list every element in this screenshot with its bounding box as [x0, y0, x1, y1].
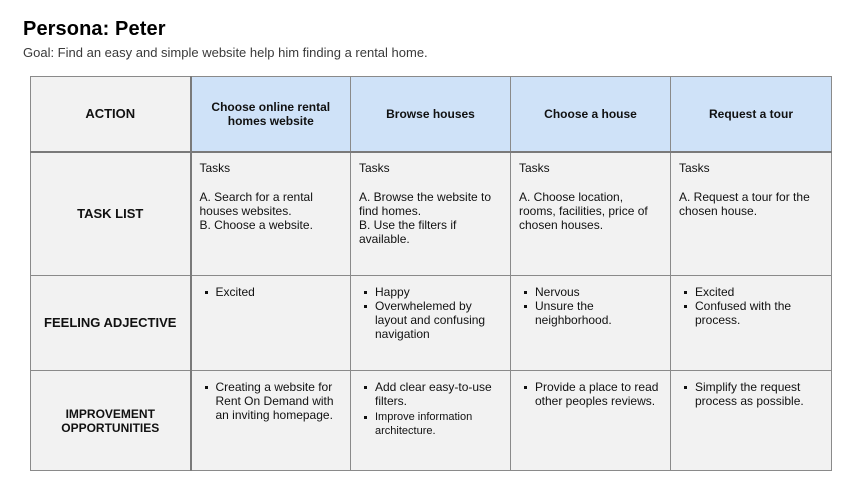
improvement-cell — [351, 371, 511, 471]
feeling-cell — [191, 276, 351, 371]
improvement-cell — [511, 371, 671, 471]
stage-header-line: Choose online rental — [211, 99, 331, 114]
stage-header: Choose a house — [511, 77, 671, 152]
feeling-item: Unsure the neighborhood. — [519, 299, 662, 327]
feeling-item: Confused with the process. — [679, 299, 823, 327]
task-item: A. Choose location, rooms, facilities, price of chosen houses. — [519, 189, 648, 232]
row-header-improvement — [31, 371, 191, 471]
feeling-list — [679, 285, 823, 327]
tasks-label: Tasks — [519, 160, 550, 175]
feeling-item: Overwhelemed by layout and confusing navigation — [359, 299, 502, 341]
feeling-item: Excited — [679, 285, 823, 299]
task-cell — [511, 152, 671, 276]
persona-title: Persona: Peter — [23, 18, 166, 40]
improvement-cell — [671, 371, 832, 471]
journey-map-table — [30, 76, 832, 471]
row-header-line: OPPORTUNITIES — [61, 420, 160, 435]
improvement-list — [679, 380, 823, 408]
persona-goal: Goal: Find an easy and simple website help him finding a rental home. — [23, 45, 428, 60]
improvement-item: Creating a website for Rent On Demand with an inviting homepage. — [200, 380, 343, 422]
task-item: A. Browse the website to find homes. — [359, 189, 492, 218]
task-item: A. Request a tour for the chosen house. — [679, 189, 810, 218]
improvement-item: Add clear easy-to-use filters. — [359, 380, 502, 408]
tasks-label: Tasks — [679, 160, 710, 175]
feeling-row — [31, 276, 832, 371]
row-header-line: IMPROVEMENT — [65, 406, 155, 421]
improvement-row — [31, 371, 832, 471]
feeling-cell — [351, 276, 511, 371]
tasks-label: Tasks — [359, 160, 390, 175]
feeling-cell — [511, 276, 671, 371]
task-item: B. Use the filters if available. — [359, 217, 457, 246]
row-header-task-list: TASK LIST — [31, 152, 191, 276]
improvement-item: Simplify the request process as possible. — [679, 380, 823, 408]
action-row — [31, 77, 832, 152]
stage-header: Browse houses — [351, 77, 511, 152]
stage-header: Request a tour — [671, 77, 832, 152]
feeling-item: Excited — [200, 285, 343, 299]
feeling-list — [359, 285, 502, 341]
stage-header — [191, 77, 351, 152]
task-list-row — [31, 152, 832, 276]
improvement-item: Provide a place to read other peoples reviews. — [519, 380, 662, 408]
row-header-feeling: FEELING ADJECTIVE — [31, 276, 191, 371]
feeling-list — [200, 285, 343, 299]
task-cell — [351, 152, 511, 276]
improvement-cell — [191, 371, 351, 471]
task-cell — [671, 152, 832, 276]
task-item: A. Search for a rental houses websites. — [199, 189, 313, 218]
task-item: B. Choose a website. — [199, 217, 313, 232]
tasks-label: Tasks — [199, 160, 231, 175]
improvement-item: Improve information architecture. — [359, 410, 502, 438]
feeling-item: Happy — [359, 285, 502, 299]
task-cell — [191, 152, 351, 276]
improvement-list — [200, 380, 343, 422]
improvement-list — [359, 380, 502, 438]
feeling-cell — [671, 276, 832, 371]
feeling-item: Nervous — [519, 285, 662, 299]
improvement-list — [519, 380, 662, 408]
feeling-list — [519, 285, 662, 327]
stage-header-line: homes website — [227, 113, 314, 128]
row-header-action: ACTION — [31, 77, 191, 152]
